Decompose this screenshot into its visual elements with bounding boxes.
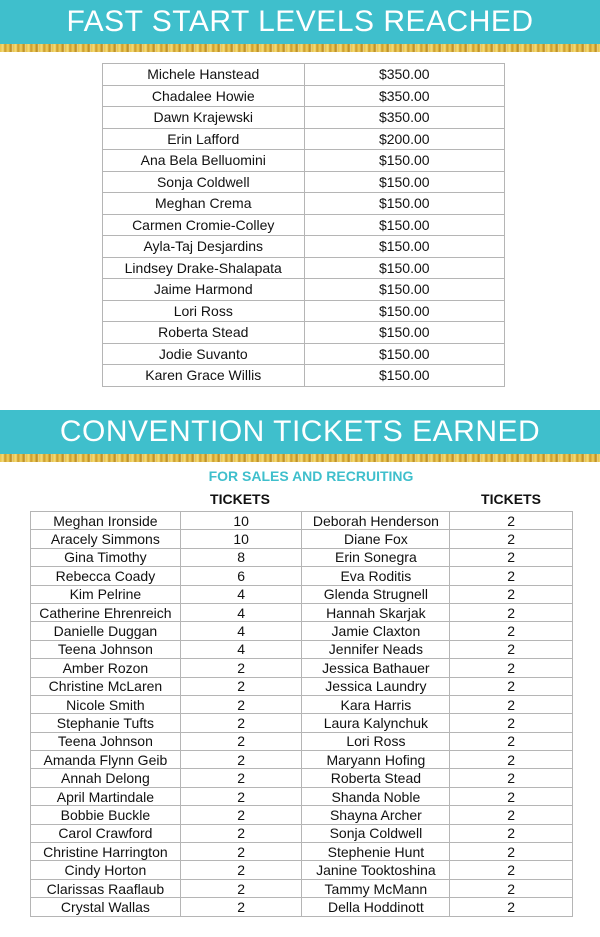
fast-start-name: Sonja Coldwell [103, 171, 305, 193]
table-row [31, 548, 573, 566]
table-row [103, 150, 505, 172]
convention-right-tickets: 2 [450, 530, 573, 548]
fast-start-amount: $150.00 [304, 365, 504, 387]
table-row [31, 530, 573, 548]
fast-start-name: Ayla-Taj Desjardins [103, 236, 305, 258]
convention-left-tickets: 2 [180, 732, 302, 750]
fast-start-amount: $200.00 [304, 128, 504, 150]
convention-right-name: Shanda Noble [302, 787, 450, 805]
table-row [103, 193, 505, 215]
table-row [103, 343, 505, 365]
convention-right-name: Jennifer Neads [302, 640, 450, 658]
convention-right-name: Diane Fox [302, 530, 450, 548]
table-row [103, 236, 505, 258]
convention-right-tickets: 2 [450, 806, 573, 824]
convention-right-tickets: 2 [450, 512, 573, 530]
table-row [31, 806, 573, 824]
convention-right-tickets: 2 [450, 640, 573, 658]
convention-left-tickets: 4 [180, 585, 302, 603]
convention-left-name: Stephanie Tufts [31, 714, 181, 732]
convention-left-name: April Martindale [31, 787, 181, 805]
fast-start-table [102, 63, 505, 387]
table-row [103, 85, 505, 107]
convention-left-tickets: 2 [180, 861, 302, 879]
convention-right-name: Deborah Henderson [302, 512, 450, 530]
convention-right-name: Laura Kalynchuk [302, 714, 450, 732]
table-row [103, 365, 505, 387]
convention-left-name: Annah Delong [31, 769, 181, 787]
fast-start-amount: $150.00 [304, 236, 504, 258]
convention-left-name: Nicole Smith [31, 695, 181, 713]
convention-right-tickets: 2 [450, 585, 573, 603]
table-row [31, 714, 573, 732]
convention-right-name: Glenda Strugnell [302, 585, 450, 603]
convention-left-name: Gina Timothy [31, 548, 181, 566]
convention-left-tickets: 6 [180, 567, 302, 585]
fast-start-amount: $150.00 [304, 193, 504, 215]
table-row [103, 279, 505, 301]
convention-left-tickets: 10 [180, 512, 302, 530]
convention-right-tickets: 2 [450, 861, 573, 879]
fast-start-name: Lindsey Drake-Shalapata [103, 257, 305, 279]
table-row [103, 64, 505, 86]
tickets-header-left: TICKETS [210, 491, 270, 507]
convention-left-tickets: 4 [180, 622, 302, 640]
convention-right-name: Eva Roditis [302, 567, 450, 585]
table-row [31, 512, 573, 530]
convention-table-body [31, 512, 573, 917]
table-row [103, 257, 505, 279]
table-row [31, 769, 573, 787]
fast-start-name: Jaime Harmond [103, 279, 305, 301]
table-row [103, 300, 505, 322]
convention-right-tickets: 2 [450, 695, 573, 713]
convention-right-name: Erin Sonegra [302, 548, 450, 566]
fast-start-name: Karen Grace Willis [103, 365, 305, 387]
convention-left-name: Aracely Simmons [31, 530, 181, 548]
fast-start-amount: $350.00 [304, 64, 504, 86]
fast-start-name: Chadalee Howie [103, 85, 305, 107]
convention-left-name: Christine McLaren [31, 677, 181, 695]
fast-start-name: Carmen Cromie-Colley [103, 214, 305, 236]
convention-right-name: Jamie Claxton [302, 622, 450, 640]
table-row [31, 732, 573, 750]
convention-right-tickets: 2 [450, 659, 573, 677]
fast-start-name: Dawn Krajewski [103, 107, 305, 129]
convention-right-name: Stephenie Hunt [302, 843, 450, 861]
table-row [31, 898, 573, 916]
table-row [31, 695, 573, 713]
convention-banner: CONVENTION TICKETS EARNED [0, 410, 600, 454]
fast-start-amount: $150.00 [304, 279, 504, 301]
convention-left-tickets: 2 [180, 677, 302, 695]
convention-left-tickets: 10 [180, 530, 302, 548]
table-row [103, 171, 505, 193]
convention-right-name: Roberta Stead [302, 769, 450, 787]
convention-left-name: Teena Johnson [31, 640, 181, 658]
convention-left-tickets: 2 [180, 787, 302, 805]
convention-right-name: Della Hoddinott [302, 898, 450, 916]
convention-right-tickets: 2 [450, 603, 573, 621]
convention-right-tickets: 2 [450, 769, 573, 787]
glitter-divider [0, 44, 600, 52]
fast-start-amount: $150.00 [304, 343, 504, 365]
table-row [103, 214, 505, 236]
convention-right-name: Kara Harris [302, 695, 450, 713]
convention-left-tickets: 8 [180, 548, 302, 566]
fast-start-name: Meghan Crema [103, 193, 305, 215]
convention-left-name: Carol Crawford [31, 824, 181, 842]
convention-right-tickets: 2 [450, 548, 573, 566]
table-row [31, 567, 573, 585]
fast-start-amount: $150.00 [304, 322, 504, 344]
table-row [31, 585, 573, 603]
convention-right-name: Maryann Hofing [302, 751, 450, 769]
convention-subtitle: FOR SALES AND RECRUITING [208, 468, 414, 484]
convention-left-name: Rebecca Coady [31, 567, 181, 585]
convention-left-name: Catherine Ehrenreich [31, 603, 181, 621]
convention-left-name: Teena Johnson [31, 732, 181, 750]
convention-right-name: Jessica Laundry [302, 677, 450, 695]
table-row [31, 787, 573, 805]
convention-left-tickets: 2 [180, 824, 302, 842]
fast-start-amount: $150.00 [304, 257, 504, 279]
table-row [31, 861, 573, 879]
table-row [31, 879, 573, 897]
fast-start-table-body [103, 64, 505, 387]
table-row [31, 824, 573, 842]
fast-start-amount: $350.00 [304, 85, 504, 107]
convention-right-tickets: 2 [450, 824, 573, 842]
fast-start-name: Michele Hanstead [103, 64, 305, 86]
fast-start-name: Roberta Stead [103, 322, 305, 344]
convention-right-name: Shayna Archer [302, 806, 450, 824]
convention-left-name: Christine Harrington [31, 843, 181, 861]
convention-right-name: Hannah Skarjak [302, 603, 450, 621]
table-row [31, 603, 573, 621]
convention-right-tickets: 2 [450, 879, 573, 897]
fast-start-name: Lori Ross [103, 300, 305, 322]
fast-start-name: Jodie Suvanto [103, 343, 305, 365]
fast-start-name: Ana Bela Belluomini [103, 150, 305, 172]
table-row [31, 843, 573, 861]
convention-left-tickets: 4 [180, 640, 302, 658]
convention-left-tickets: 2 [180, 898, 302, 916]
fast-start-amount: $150.00 [304, 171, 504, 193]
convention-right-name: Jessica Bathauer [302, 659, 450, 677]
convention-left-tickets: 2 [180, 879, 302, 897]
convention-right-tickets: 2 [450, 567, 573, 585]
convention-right-name: Lori Ross [302, 732, 450, 750]
fast-start-amount: $350.00 [304, 107, 504, 129]
convention-right-tickets: 2 [450, 714, 573, 732]
convention-table [30, 511, 573, 917]
convention-right-tickets: 2 [450, 732, 573, 750]
fast-start-amount: $150.00 [304, 300, 504, 322]
convention-right-tickets: 2 [450, 751, 573, 769]
table-row [103, 322, 505, 344]
table-row [31, 677, 573, 695]
convention-left-name: Bobbie Buckle [31, 806, 181, 824]
convention-left-tickets: 2 [180, 751, 302, 769]
table-row [103, 128, 505, 150]
convention-left-tickets: 2 [180, 659, 302, 677]
convention-left-tickets: 4 [180, 603, 302, 621]
tickets-header-right: TICKETS [481, 491, 541, 507]
convention-left-tickets: 2 [180, 695, 302, 713]
convention-right-tickets: 2 [450, 898, 573, 916]
convention-left-name: Crystal Wallas [31, 898, 181, 916]
convention-left-name: Meghan Ironside [31, 512, 181, 530]
fast-start-amount: $150.00 [304, 150, 504, 172]
convention-right-name: Janine Tooktoshina [302, 861, 450, 879]
convention-right-tickets: 2 [450, 677, 573, 695]
convention-right-tickets: 2 [450, 787, 573, 805]
convention-left-name: Amber Rozon [31, 659, 181, 677]
glitter-divider [0, 454, 600, 462]
table-row [103, 107, 505, 129]
convention-left-name: Amanda Flynn Geib [31, 751, 181, 769]
convention-left-tickets: 2 [180, 769, 302, 787]
fast-start-amount: $150.00 [304, 214, 504, 236]
fast-start-name: Erin Lafford [103, 128, 305, 150]
convention-left-name: Danielle Duggan [31, 622, 181, 640]
convention-right-tickets: 2 [450, 622, 573, 640]
convention-left-name: Clarissas Raaflaub [31, 879, 181, 897]
convention-right-name: Tammy McMann [302, 879, 450, 897]
convention-right-tickets: 2 [450, 843, 573, 861]
convention-left-tickets: 2 [180, 806, 302, 824]
table-row [31, 622, 573, 640]
table-row [31, 659, 573, 677]
convention-left-name: Kim Pelrine [31, 585, 181, 603]
fast-start-banner: FAST START LEVELS REACHED [0, 0, 600, 44]
convention-left-tickets: 2 [180, 714, 302, 732]
convention-right-name: Sonja Coldwell [302, 824, 450, 842]
convention-left-tickets: 2 [180, 843, 302, 861]
convention-left-name: Cindy Horton [31, 861, 181, 879]
table-row [31, 751, 573, 769]
table-row [31, 640, 573, 658]
